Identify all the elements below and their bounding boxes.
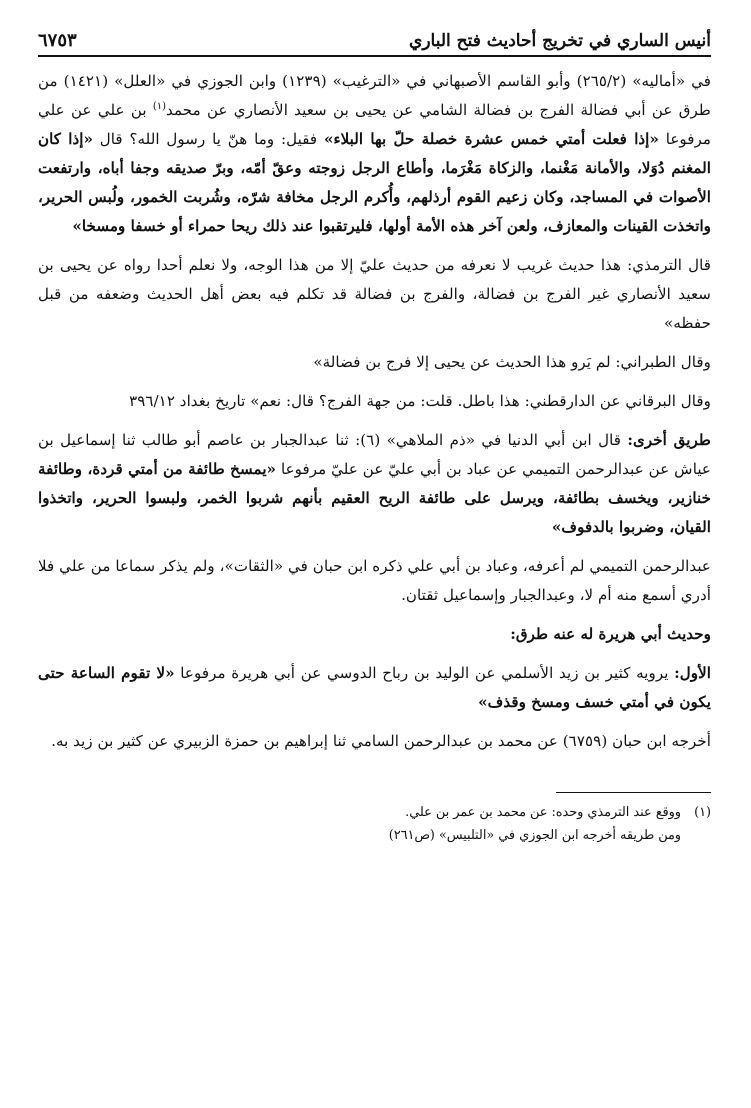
- paragraph-ibn-hibban: أخرجه ابن حبان (٦٧٥٩) عن محمد بن عبدالرحمن السامي ثنا إبراهيم بن حمزة الزبيري عن كثير بن زيد به.: [51, 732, 711, 750]
- footnote-text: ومن طريقه أخرجه ابن الجوزي في «التلبيس» (ص٢٦١): [388, 828, 681, 843]
- paragraph-first-route: [38, 659, 711, 717]
- hadith-text: «يمسخ طائفة من أمتي قردة، وطائفة خنازير، ويخسف بطائفة، ويرسل على طائفة الريح العقيم بأنهم شربوا الخمر، ولبسوا الحرير، واتخذوا القيان، وضربوا بالدفوف»: [38, 460, 711, 536]
- text-segment: فقيل: وما هنّ يا رسول الله؟ قال: [92, 130, 324, 148]
- running-header: [38, 30, 711, 57]
- section-lead: الأول:: [674, 664, 711, 682]
- footnote-text: ووقع عند الترمذي وحده: عن محمد بن عمر بن علي.: [405, 805, 681, 820]
- book-title: أنيس الساري في تخريج أحاديث فتح الباري: [409, 31, 711, 51]
- text-segment: يرويه كثير بن زيد الأسلمي عن الوليد بن رباح الدوسي عن أبي هريرة مرفوعا: [174, 664, 675, 682]
- text-segment: قال ابن أبي الدنيا في «ذم الملاهي» (٦): ثنا عبدالجبار بن عاصم أبو طالب ثنا إسماعيل بن عياش عن عبدالرحمن التميمي عن عباد بن أبي عليّ عن عليّ مرفوعا: [38, 431, 711, 478]
- footnote-line: [38, 824, 711, 847]
- footnote-number: (١): [694, 805, 711, 820]
- footnote-marker[interactable]: (١): [152, 100, 167, 112]
- footnote-divider: [556, 792, 711, 793]
- paragraph-other-route: [38, 426, 711, 542]
- paragraph-narrator-notes: عبدالرحمن التميمي لم أعرفه، وعباد بن أبي علي ذكره ابن حبان في «الثقات»، ولم يذكر سماعا من علي فلا أدري أسمع منه أم لا، وعبدالجبار وإسماعيل ثقتان.: [38, 557, 711, 604]
- footnote: [38, 801, 711, 847]
- footnote-line: [38, 801, 711, 824]
- hadith-text: «إذا كان المغنم دُوَلا، والأمانة مَغْنما، والزكاة مَغْرَما، وأطاع الرجل زوجته وعقّ أمّه، وبرّ صديقه وجفا أباه، وارتفعت الأصوات في المساجد، وكان زعيم القوم أرذلهم، وأُكرم الرجل مخافة شرّه، وشُربت الخمور، ولُبس الحرير، واتخذت القينات والمعازف، ولعن آخر هذه الأمة أولها، فليرتقبوا عند ذلك ريحا حمراء أو خسفا ومسخا»: [38, 130, 711, 235]
- paragraph-tabarani: وقال الطبراني: لم يَرو هذا الحديث عن يحيى إلا فرج بن فضالة»: [313, 353, 711, 371]
- paragraph-barqani: وقال البرقاني عن الدارقطني: هذا باطل. قلت: من جهة الفرج؟ قال: نعم» تاريخ بغداد ٣٩٦/١٢: [129, 392, 711, 410]
- paragraph-hadith-ali: [38, 67, 711, 241]
- section-heading-abu-hurayra: وحديث أبي هريرة له عنه طرق:: [510, 625, 711, 643]
- text-segment: بن علي عن علي مرفوعا: [38, 101, 712, 148]
- page-number: ٦٧٥٣: [38, 30, 77, 51]
- hadith-text: «إذا فعلت أمتي خمس عشرة خصلة حلّ بها البلاء»: [323, 130, 659, 148]
- text-segment: في «أماليه» (٢٦٥/٢) وأبو القاسم الأصبهاني في «الترغيب» (١٢٣٩) وابن الجوزي في «العلل» (١٤٢١) من طرق عن أبي فضالة الفرج بن فضالة الشامي عن يحيى بن سعيد الأنصاري عن محمد: [38, 72, 711, 119]
- section-lead: طريق أخرى:: [627, 431, 711, 449]
- hadith-text: «لا تقوم الساعة حتى يكون في أمتي خسف ومسخ وقذف»: [38, 664, 711, 711]
- paragraph-tirmidhi: قال الترمذي: هذا حديث غريب لا نعرفه من حديث عليّ إلا من هذا الوجه، ولا نعلم أحدا رواه عن يحيى بن سعيد الأنصاري غير الفرج بن فضالة، والفرج بن فضالة قد تكلم فيه بعض أهل الحديث وضعفه من قبل حفظه»: [38, 256, 711, 332]
- book-page: [38, 30, 711, 1088]
